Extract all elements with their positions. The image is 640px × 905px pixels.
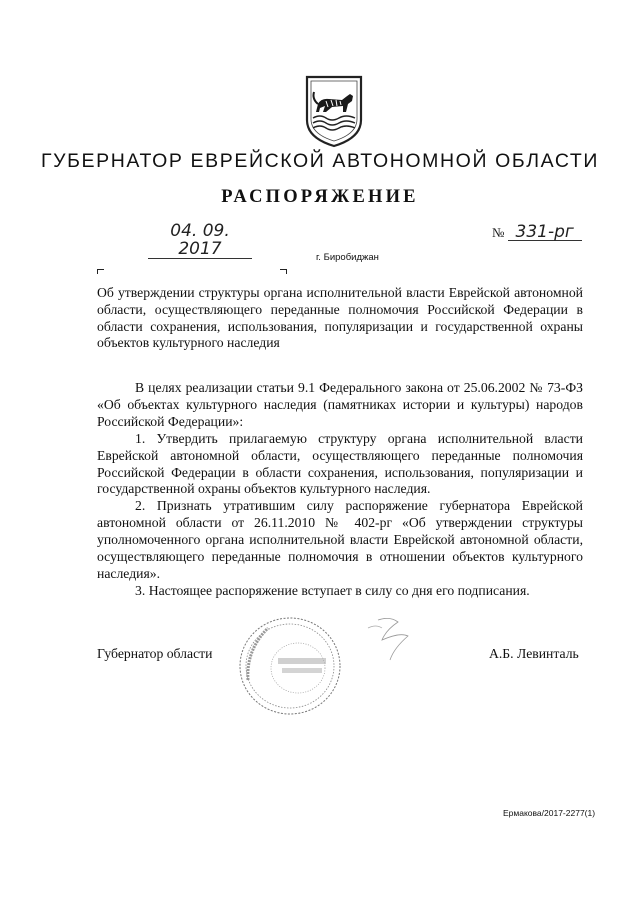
body-paragraph-3: 3. Настоящее распоряжение вступает в силу со дня его подписания.	[135, 582, 530, 598]
handwritten-date: 04. 09. 2017	[148, 222, 252, 259]
body-paragraph-preamble: В целях реализации статьи 9.1 Федерального закона от 25.06.2002 № 73-ФЗ «Об объектах культурного наследия (памятниках истории и культуры) народов Российской Федерации»:	[97, 380, 583, 429]
body-paragraph-2: 2. Признать утратившим силу распоряжение губернатора Еврейской автономной области от 26.11.2010 № 402-рг «Об утверждении структуры уполномоченного органа исполнительной власти Еврейской автономной области, осуществляющего переданные полномочия в отношении объектов культурного наследия».	[97, 498, 583, 581]
document-body	[97, 380, 583, 600]
governor-title: ГУБЕРНАТОР ЕВРЕЙСКОЙ АВТОНОМНОЙ ОБЛАСТИ	[40, 150, 599, 172]
handwritten-signature-icon	[338, 606, 448, 696]
signatory-title: Губернатор области	[97, 646, 213, 661]
document-subject: Об утверждении структуры органа исполнительной власти Еврейской автономной области, осуществляющего переданные полномочия Российской Федерации в области сохранения, использования, популяризации и государственной охраны объектов культурного наследия	[97, 285, 583, 351]
subject-corner-right	[280, 269, 287, 274]
number-prefix: №	[492, 225, 505, 240]
handwritten-number: 331-рг	[508, 224, 582, 241]
body-paragraph-1: 1. Утвердить прилагаемую структуру органа исполнительной власти Еврейской автономной области, осуществляющего переданные полномочия Российской Федерации в области сохранения, использования, популяризации и государственной охраны объектов культурного наследия.	[97, 430, 583, 497]
footer-code: Ермакова/2017-2277(1)	[503, 808, 596, 818]
document-type-heading: РАСПОРЯЖЕНИЕ	[221, 187, 419, 207]
signatory-name: А.Б. Левинталь	[489, 646, 579, 661]
document-number	[492, 224, 582, 241]
subject-corner-left	[97, 269, 104, 274]
city-label: г. Биробиджан	[316, 252, 379, 263]
coat-of-arms-icon	[302, 74, 366, 148]
